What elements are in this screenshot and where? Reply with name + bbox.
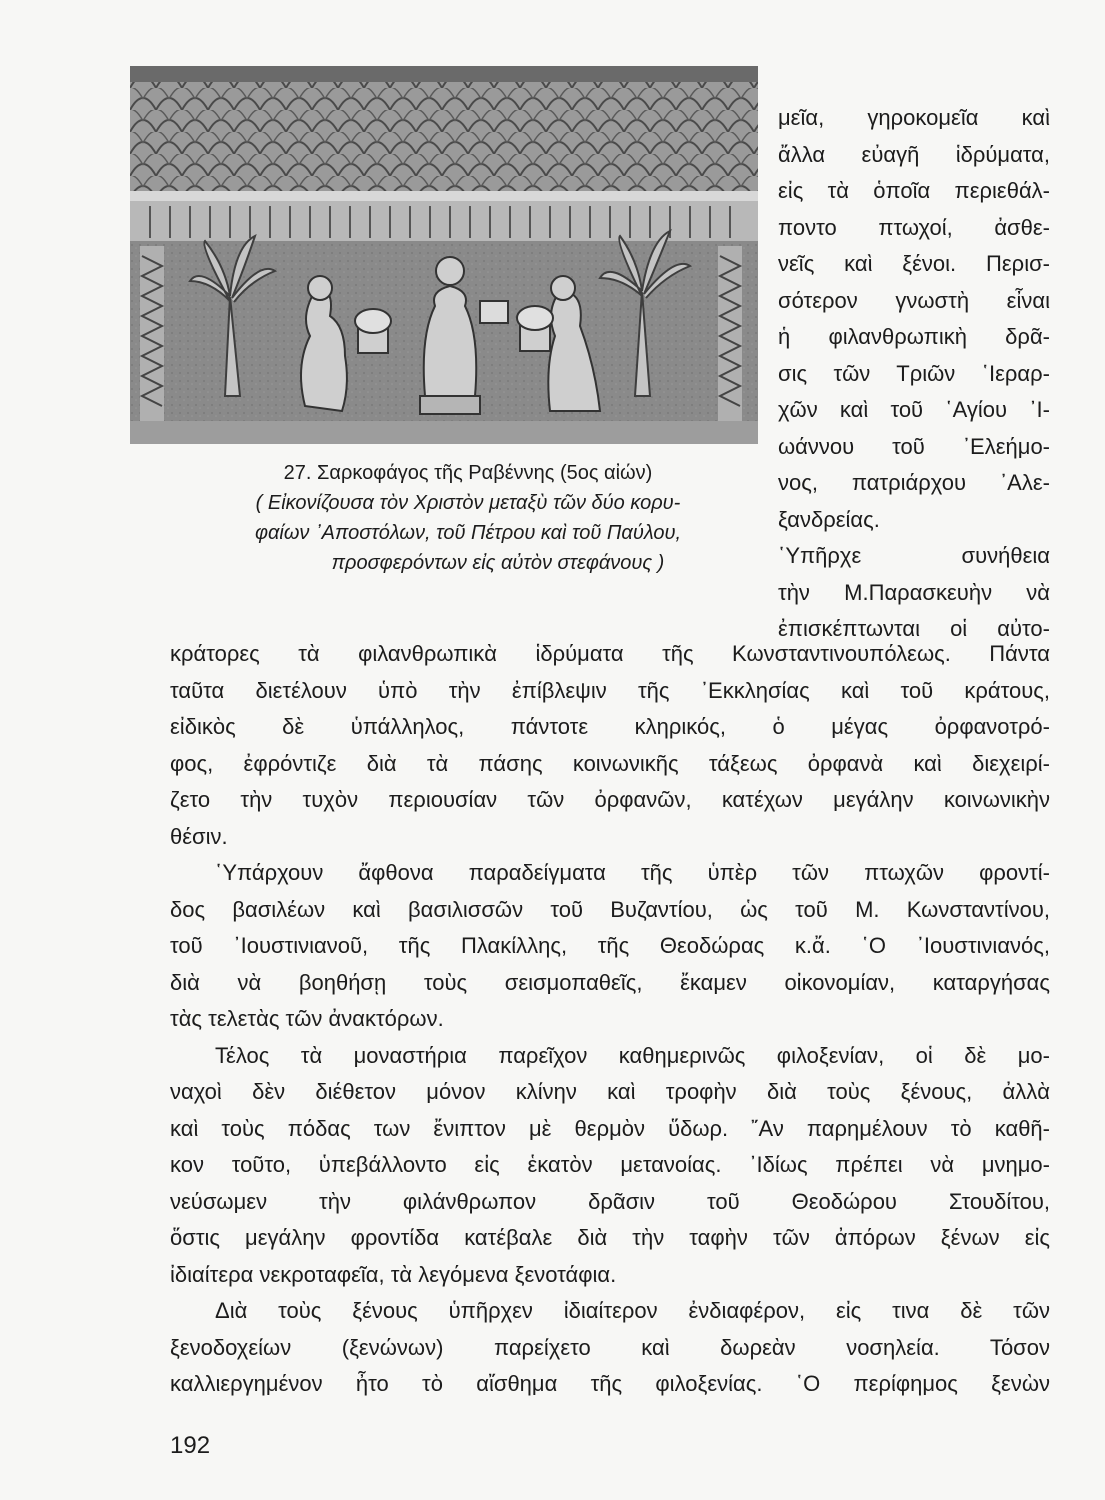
body-line: καὶ τοὺς πόδας των ἔνιπτον μὲ θερμὸν ὕδωρ. ῎Αν παρημέλουν τὸ καθῆ- <box>170 1115 1050 1141</box>
body-line: ζετο τὴν τυχὸν περιουσίαν τῶν ὀρφανῶν, κατέχων μεγάλην κοινωνικὴν <box>170 787 1050 812</box>
side-line: ωάννου τοῦ ᾿Ελεήμο- <box>778 433 1050 459</box>
body-line: ῾Υπάρχουν ἄφθονα παραδείγματα τῆς ὑπὲρ τῶν πτωχῶν φροντί- <box>215 860 1050 885</box>
caption-number: 27. <box>283 462 312 484</box>
body-line: δος βασιλέων καὶ βασιλισσῶν τοῦ Βυζαντίου, ὡς τοῦ Μ. Κωνσταντίνου, <box>170 896 1050 922</box>
body-line: φος, ἐφρόντιζε διὰ τὰ πάσης κοινωνικῆς τάξεως ὀρφανὰ καὶ διεχειρί- <box>170 750 1050 776</box>
caption-line: φαίων ᾿Αποστόλων, τοῦ Πέτρου καὶ τοῦ Παύλου, <box>254 522 682 544</box>
page-number: 192 <box>170 1432 211 1459</box>
body-line: ὅστις μεγάλην φροντίδα κατέβαλε διὰ τὴν ταφὴν τῶν ἀπόρων ξένων εἰς <box>170 1225 1050 1250</box>
side-line: νεῖς καὶ ξένοι. Περισ- <box>778 251 1050 276</box>
main-body-text <box>170 636 1050 1403</box>
body-line: καλλιεργημένον ἦτο τὸ αἴσθημα τῆς φιλοξενίας. ῾Ο περίφημος ξενὼν <box>170 1371 1050 1396</box>
side-line: μεῖα, γηροκομεῖα καὶ <box>778 105 1050 130</box>
side-line: ξανδρείας. <box>778 506 880 532</box>
caption-title-line <box>188 458 748 488</box>
side-line: σις τῶν Τριῶν ῾Ιεραρ- <box>778 360 1050 386</box>
side-line: σότερον γνωστὴ εἶναι <box>778 287 1050 313</box>
caption-line: προσφερόντων εἰς αὐτὸν στεφάνους ) <box>331 552 665 574</box>
body-line: ξενοδοχείων (ξενώνων) παρείχετο καὶ δωρεὰν νοσηλεία. Τόσον <box>170 1334 1050 1360</box>
body-line: τὰς τελετὰς τῶν ἀνακτόρων. <box>170 1006 444 1031</box>
body-line: Τέλος τὰ μοναστήρια παρεῖχον καθημερινῶς φιλοξενίαν, οἱ δὲ μο- <box>215 1042 1050 1068</box>
body-line: εἰδικὸς δὲ ὑπάλληλος, πάντοτε κληρικός, ὁ μέγας ὀρφανοτρό- <box>170 714 1050 739</box>
body-line: θέσιν. <box>170 823 228 849</box>
caption-title: Σαρκοφάγος τῆς Ραβέννης (5ος αἰών) <box>317 462 653 484</box>
side-line: νος, πατριάρχου ᾿Αλε- <box>778 470 1050 495</box>
body-line: νεύσωμεν τὴν φιλάνθρωπον δρᾶσιν τοῦ Θεοδώρου Στουδίτου, <box>170 1188 1050 1214</box>
side-line: χῶν καὶ τοῦ ῾Αγίου ᾿Ι- <box>778 397 1050 422</box>
body-line: τοῦ ᾿Ιουστινιανοῦ, τῆς Πλακίλλης, τῆς Θεοδώρας κ.ἄ. ῾Ο ᾿Ιουστινιανός, <box>170 933 1050 958</box>
side-line: ῾Υπῆρχε συνήθεια <box>778 543 1050 568</box>
caption-line: ( Εἰκονίζουσα τὸν Χριστὸν μεταξὺ τῶν δύο κορυ- <box>255 492 681 514</box>
side-line: ἄλλα εὐαγῆ ἱδρύματα, <box>778 141 1050 167</box>
side-line: ποντο πτωχοί, ἀσθε- <box>778 214 1050 240</box>
sarcophagus-relief-image <box>130 66 758 444</box>
side-line: ἡ φιλανθρωπικὴ δρᾶ- <box>778 324 1050 349</box>
body-line: ταῦτα διετέλουν ὑπὸ τὴν ἐπίβλεψιν τῆς ᾿Εκκλησίας καὶ τοῦ κράτους, <box>170 677 1050 703</box>
body-line: ναχοὶ δὲν διέθετον μόνον κλίνην καὶ τροφὴν διὰ τοὺς ξένους, ἀλλὰ <box>170 1079 1050 1104</box>
figure-caption <box>188 458 748 578</box>
side-line: τὴν Μ.Παρασκευὴν νὰ <box>778 579 1050 605</box>
side-line: ἐπισκέπτωνται οἱ αὐτο- <box>778 616 1050 641</box>
body-line: κράτορες τὰ φιλανθρωπικὰ ἱδρύματα τῆς Κωνσταντινουπόλεως. Πάντα <box>170 641 1050 666</box>
body-line: ἰδιαίτερα νεκροταφεῖα, τὰ λεγόμενα ξενοτάφια. <box>170 1261 617 1287</box>
body-line: Διὰ τοὺς ξένους ὑπῆρχεν ἰδιαίτερον ἐνδιαφέρον, εἰς τινα δὲ τῶν <box>215 1298 1050 1323</box>
body-line: κον τοῦτο, ὑπεβάλλοντο εἰς ἑκατὸν μετανοίας. ᾿Ιδίως πρέπει νὰ μνημο- <box>170 1152 1050 1177</box>
sarcophagus-photo <box>130 66 758 444</box>
body-line: διὰ νὰ βοηθήσῃ τοὺς σεισμοπαθεῖς, ἔκαμεν οἰκονομίαν, καταργήσας <box>170 969 1050 995</box>
side-column-text <box>778 100 1050 648</box>
side-line: εἰς τὰ ὁποῖα περιεθάλ- <box>778 178 1050 203</box>
